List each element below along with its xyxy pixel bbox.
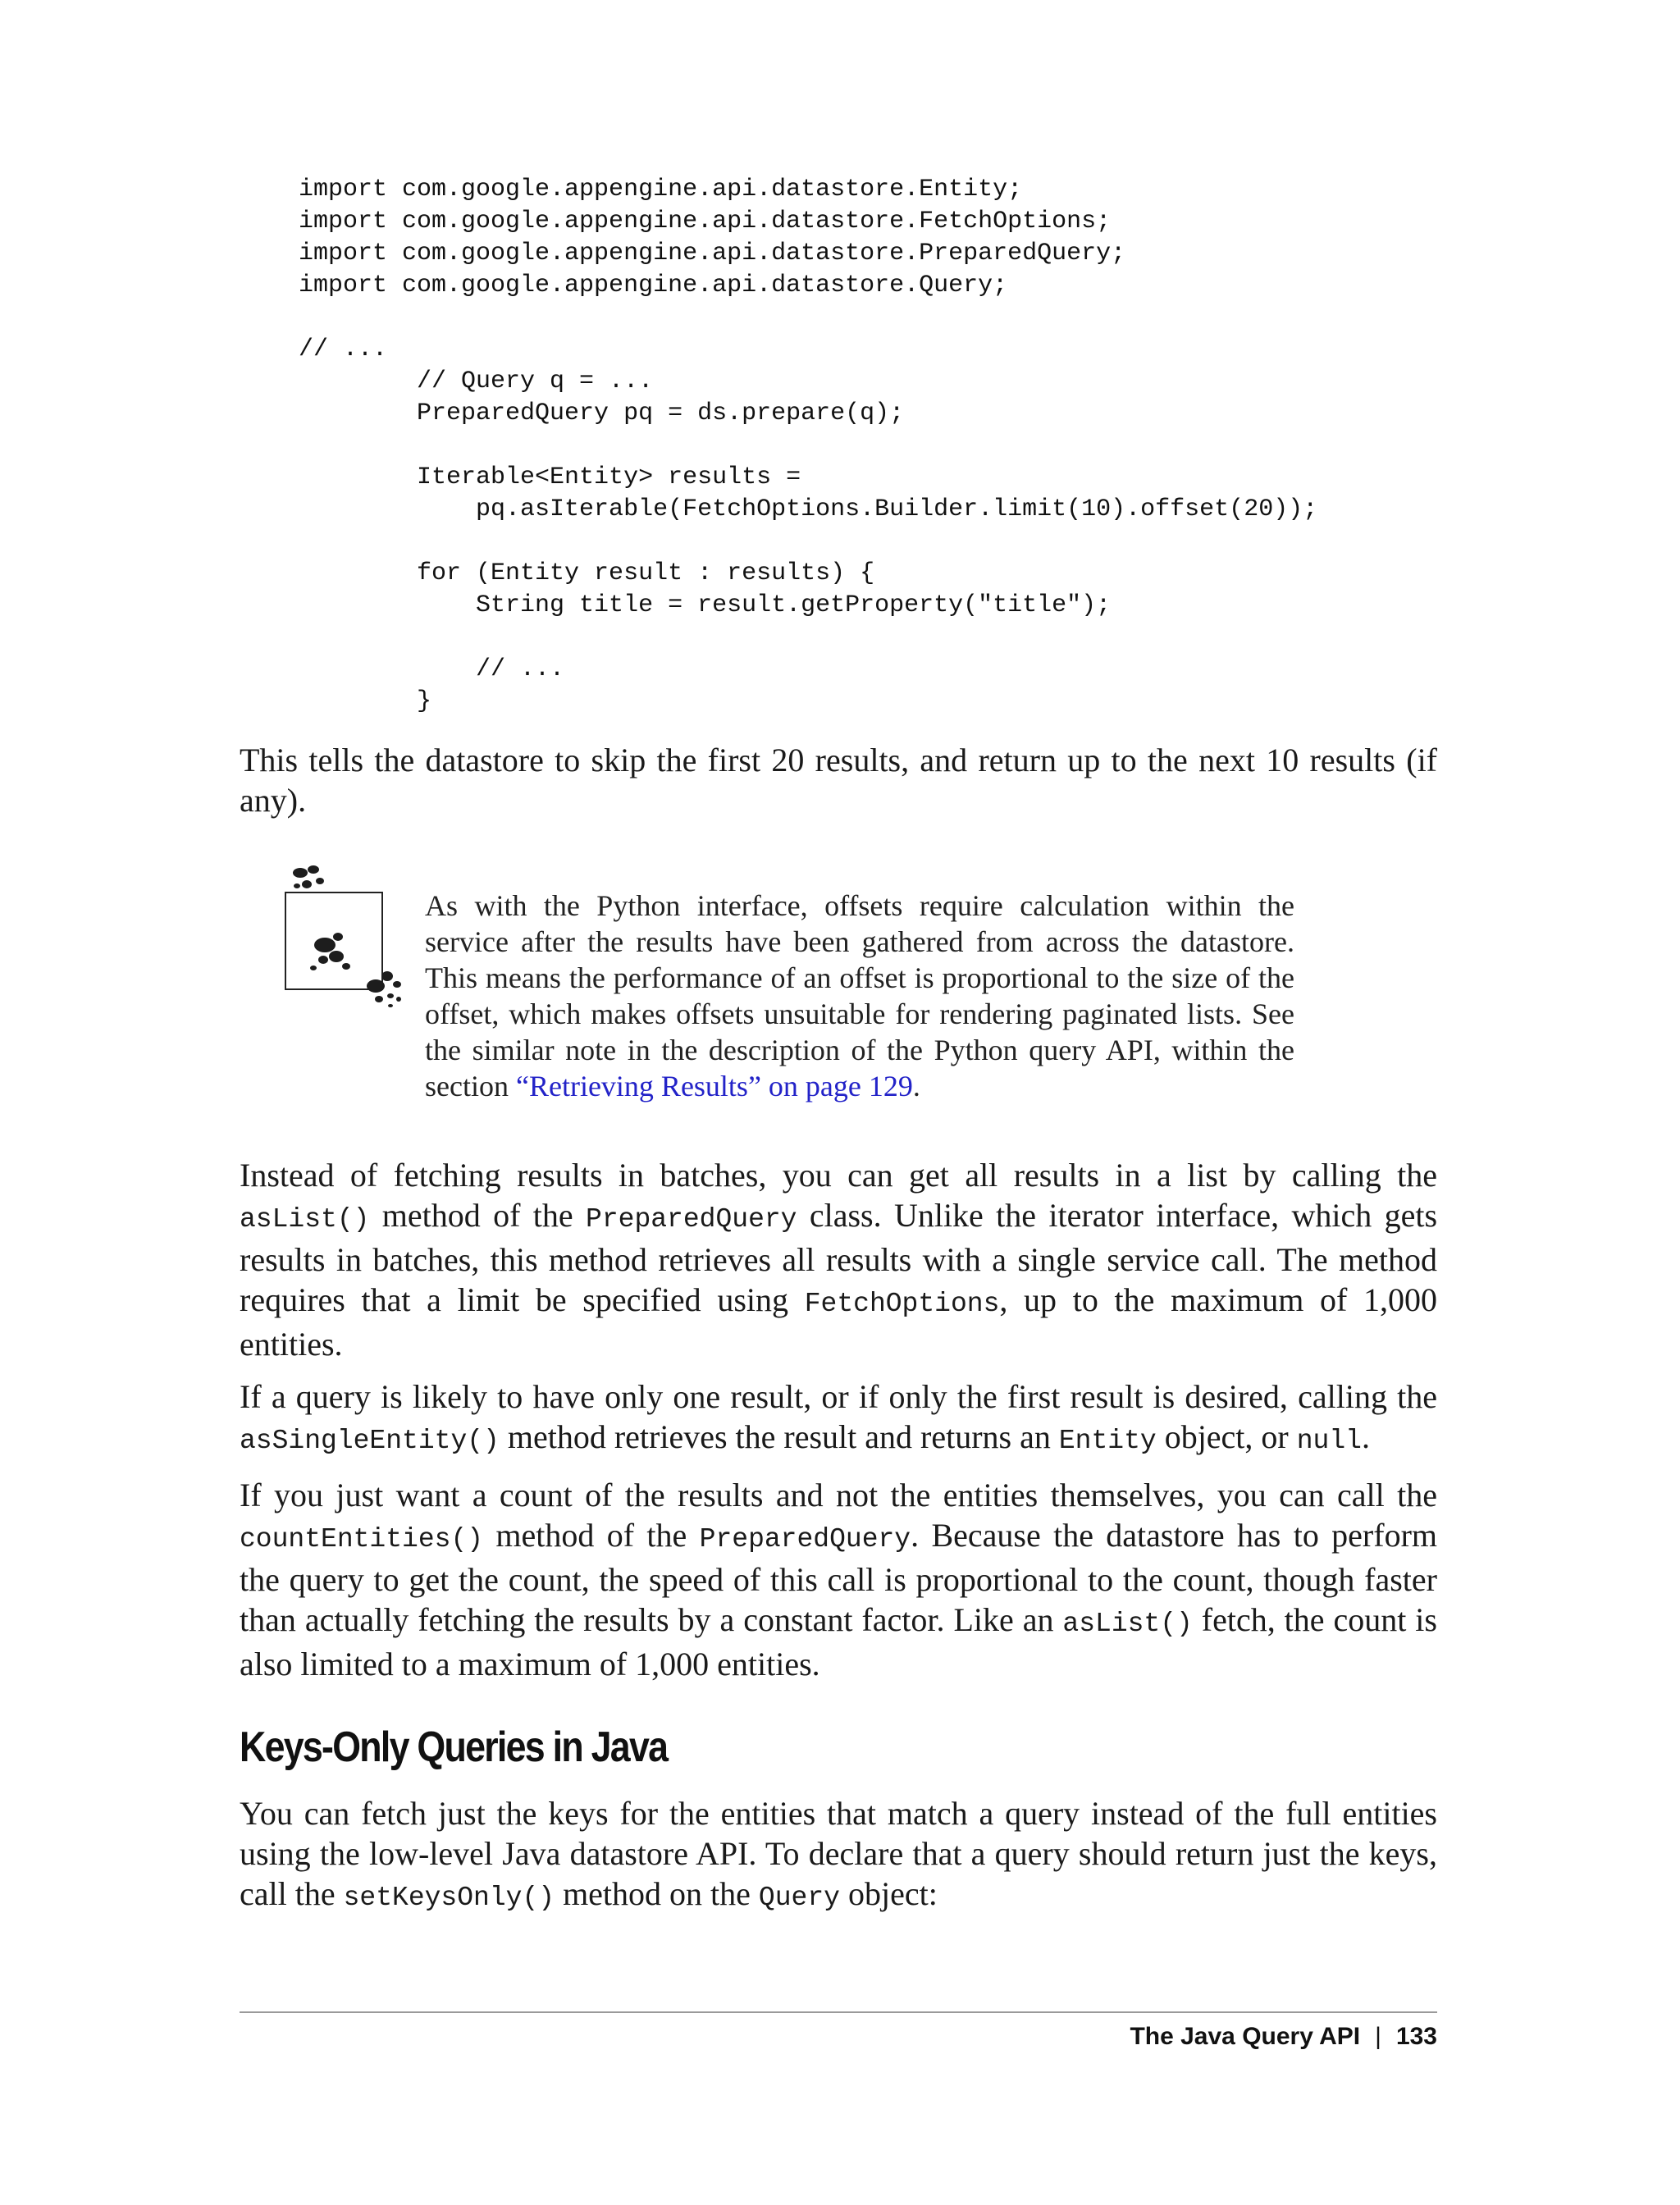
paragraph-single-entity: If a query is likely to have only one result, or if only the first result is desired, calling the asSingleEntity() method retrieves the result and returns an Entity object, or null.	[240, 1378, 1437, 1456]
inline-code: PreparedQuery	[699, 1524, 911, 1554]
code-line: // ...	[299, 336, 388, 363]
inline-code: Entity	[1058, 1426, 1157, 1456]
code-line: import com.google.appengine.api.datastore.Entity;	[299, 176, 1023, 203]
tip-note: As with the Python interface, offsets require calculation within the service after the results have been gathered from across the datastore. This means the performance of an offset is proportional to the size of the offset, which makes offsets unsuitable for rendering paginated lists. See the similar note in the description of the Python query API, within the section “Retrieving Results” on page 129.	[425, 889, 1294, 1102]
paragraph-keys-only: You can fetch just the keys for the entities that match a query instead of the full entities using the low-level Java datastore API. To declare that a query should return just the keys, call the setKeysOnly() method on the Query object:	[240, 1795, 1437, 1913]
code-line: PreparedQuery pq = ds.prepare(q);	[299, 399, 905, 427]
paragraph-aslist: Instead of fetching results in batches, you can get all results in a list by calling the asList() method of the PreparedQuery class. Unlike the iterator interface, which gets results in batches, this method retrieves all results with a single service call. The method requires that a limit be specified using FetchOptions, up to the maximum of 1,000 entities.	[240, 1157, 1438, 1363]
inline-code: asList()	[240, 1204, 370, 1235]
page-footer	[1130, 2023, 1437, 2051]
paragraph-offset-explanation: This tells the datastore to skip the first 20 results, and return up to the next 10 results (if any).	[240, 742, 1437, 819]
tip-icon	[282, 861, 413, 1009]
code-listing	[299, 174, 1317, 718]
code-line: for (Entity result : results) {	[299, 559, 875, 587]
code-line: // ...	[299, 655, 565, 683]
page-number: 133	[1395, 2023, 1437, 2050]
inline-code: null	[1296, 1426, 1362, 1456]
code-line: }	[299, 687, 432, 715]
code-line: import com.google.appengine.api.datastore.FetchOptions;	[299, 208, 1112, 235]
code-line: import com.google.appengine.api.datastore.Query;	[299, 272, 1008, 299]
section-heading: Keys-Only Queries in Java	[240, 1723, 668, 1771]
footer-separator: |	[1375, 2023, 1381, 2050]
cross-reference-link[interactable]: “Retrieving Results” on page 129	[515, 1070, 913, 1102]
code-line: String title = result.getProperty("title");	[299, 591, 1112, 619]
inline-code: FetchOptions	[804, 1289, 1000, 1319]
inline-code: countEntities()	[240, 1524, 484, 1554]
running-chapter-title: The Java Query API	[1130, 2023, 1361, 2050]
code-line: import com.google.appengine.api.datastore.PreparedQuery;	[299, 240, 1126, 267]
code-line: Iterable<Entity> results =	[299, 463, 801, 491]
footer-rule	[240, 2011, 1437, 2013]
code-line: pq.asIterable(FetchOptions.Builder.limit(10).offset(20));	[299, 495, 1318, 523]
paragraph-count-entities: If you just want a count of the results and not the entities themselves, you can call the countEntities() method of the PreparedQuery. Because the datastore has to perform the query to get the count, the speed of this call is proportional to the count, though faster than actually fetching the results by a constant factor. Like an asList() fetch, the count is also limited to a maximum of 1,000 entities.	[240, 1477, 1438, 1682]
code-line: // Query q = ...	[299, 368, 654, 395]
inline-code: asSingleEntity()	[240, 1426, 500, 1456]
inline-code: Query	[758, 1883, 840, 1913]
inline-code: asList()	[1062, 1609, 1193, 1639]
inline-code: PreparedQuery	[586, 1204, 797, 1235]
inline-code: setKeysOnly()	[343, 1883, 555, 1913]
